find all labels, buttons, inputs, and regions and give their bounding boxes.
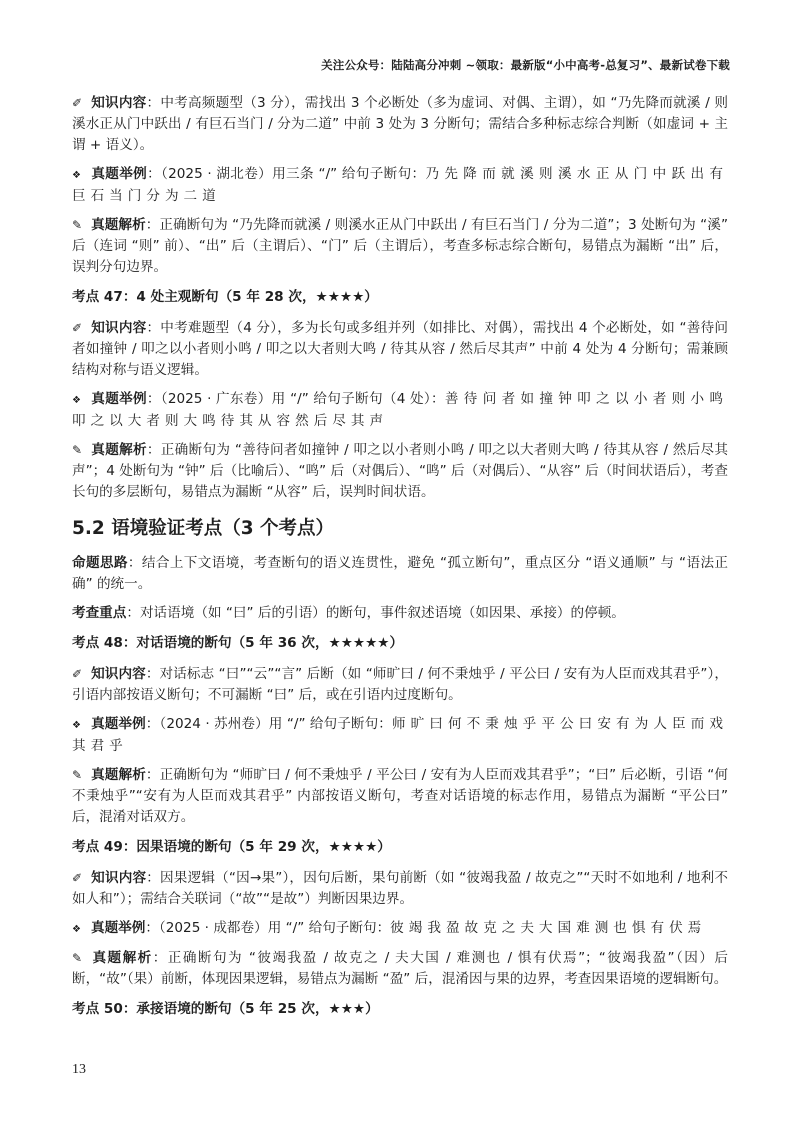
example-paragraph [72, 918, 728, 940]
knowledge-paragraph [72, 868, 728, 910]
page-header: 关注公众号：陆陆高分冲刺 ~领取：最新版“小中高考-总复习”、最新试卷下载 [321, 58, 730, 72]
analysis-paragraph [72, 215, 728, 278]
idea-label: 命题思路 [72, 555, 128, 571]
example-text: ：（2025 · 广东卷）用 “/” 给句子断句（4 处）： [146, 391, 445, 407]
example-label: 真题举例 [91, 391, 147, 407]
knowledge-label: 知识内容 [91, 666, 146, 682]
analysis-paragraph [72, 440, 728, 503]
knowledge-label: 知识内容 [91, 320, 147, 336]
example-paragraph [72, 714, 728, 757]
analysis-text: ：正确断句为 “师旷曰 / 何不秉烛乎 / 平公曰 / 安有为人臣而戏其君乎”；“曰” 后必断，引语 “何不秉烛乎”“安有为人臣而戏其君乎” 内部按语义断句，考查对话语境的标志作用，易错点为漏断 “平公曰” 后，混淆对话双方。 [72, 767, 728, 825]
knowledge-text: ：中考难题型（4 分），多为长句或多组并列（如排比、对偶），需找出 4 个必断处，如 “善待问者如撞钟 / 叩之以小者则小鸣 / 叩之以大者则大鸣 / 待其从容 / 然后尽其声” 中前 4 处为 4 分断句；需兼顾结构对称与语义逻辑。 [72, 320, 728, 378]
analysis-label: 真题解析 [91, 950, 153, 966]
pencil-icon: ✐ [72, 96, 83, 110]
knowledge-text: ：因果逻辑（“因→果”），因句后断，果句前断（如 “彼竭我盈 / 故克之”“天时不如地利 / 地利不如人和”）；需结合关联词（“故”“是故”）判断因果边界。 [72, 870, 728, 907]
pencil-icon: ✐ [72, 667, 83, 681]
keypoint-50-heading: 考点 50：承接语境的断句（5 年 25 次，★★★） [72, 1001, 379, 1017]
analysis-text: ：正确断句为 “乃先降而就溪 / 则溪水正从门中跃出 / 有巨石当门 / 分为二道”；3 处断句为 “溪” 后（连词 “则” 前）、“出” 后（主谓后）、“门” 后（主谓后），考查多标志综合断句，易错点为漏断 “出” 后，误判分句边界。 [72, 217, 728, 275]
keypoint-49-heading: 考点 49：因果语境的断句（5 年 29 次，★★★★） [72, 839, 391, 855]
analysis-paragraph [72, 765, 728, 828]
focus-text: ：对话语境（如 “曰” 后的引语）的断句，事件叙述语境（如因果、承接）的停顿。 [126, 605, 625, 621]
example-text: ：（2025 · 湖北卷）用三条 “/” 给句子断句： [147, 166, 426, 182]
example-text: ：（2025 · 成都卷）用 “/” 给句子断句： [145, 920, 391, 936]
knowledge-label: 知识内容 [91, 870, 147, 886]
keypoint-47-heading: 考点 47：4 处主观断句（5 年 28 次，★★★★） [72, 289, 378, 305]
example-passage: 善待问者如撞钟叩之以小者则小鸣叩之以大者则大鸣待其从容然后尽其声 [72, 391, 729, 429]
pen-nib-icon: ✎ [72, 443, 83, 457]
knowledge-paragraph [72, 664, 728, 706]
analysis-label: 真题解析 [91, 442, 147, 458]
page-number: 13 [72, 1062, 86, 1077]
analysis-label: 真题解析 [91, 767, 146, 783]
example-label: 真题举例 [91, 166, 148, 182]
analysis-text: ：正确断句为 “善待问者如撞钟 / 叩之以小者则小鸣 / 叩之以大者则大鸣 / 待其从容 / 然后尽其声”；4 处断句为 “钟” 后（比喻后）、“鸣” 后（对偶后）、“鸣” 后（对偶后）、“从容” 后（时间状语后），考查长句的多层断句，易错点为漏断 “从容” 后，误判时间状语。 [72, 442, 729, 500]
analysis-paragraph [72, 948, 728, 990]
example-label: 真题举例 [91, 716, 146, 732]
focus-paragraph [72, 603, 728, 624]
pencil-icon: ✐ [72, 871, 83, 885]
example-paragraph [72, 389, 728, 432]
example-passage: 乃先降而就溪则溪水正从门中跃出有巨石当门分为二道 [72, 166, 728, 204]
example-paragraph [72, 164, 728, 207]
pen-nib-icon: ✎ [72, 768, 83, 782]
analysis-text: ：正确断句为 “彼竭我盈 / 故克之 / 夫大国 / 难测也 / 惧有伏焉”；“彼竭我盈”（因）后断，“故”（果）前断，体现因果逻辑，易错点为漏断 “盈” 后，混淆因与果的边界，考查因果语境的逻辑断句。 [72, 950, 729, 987]
diamond-bullet-icon: ❖ [72, 170, 81, 181]
knowledge-paragraph [72, 93, 728, 156]
diamond-bullet-icon: ❖ [72, 720, 81, 731]
section-5-2-heading: 5.2 语境验证考点（3 个考点） [72, 518, 335, 539]
example-passage: 师旷曰何不秉烛乎平公曰安有为人臣而戏其君乎 [72, 716, 728, 754]
example-passage: 彼竭我盈故克之夫大国难测也惧有伏焉 [390, 920, 707, 936]
idea-paragraph [72, 553, 728, 595]
analysis-label: 真题解析 [91, 217, 146, 233]
idea-text: ：结合上下文语境，考查断句的语义连贯性，避免 “孤立断句”，重点区分 “语义通顺” 与 “语法正确” 的统一。 [72, 555, 729, 592]
pen-nib-icon: ✎ [72, 218, 83, 232]
focus-label: 考查重点 [72, 605, 127, 621]
knowledge-paragraph [72, 318, 728, 381]
diamond-bullet-icon: ❖ [72, 395, 81, 406]
diamond-bullet-icon: ❖ [72, 924, 81, 935]
keypoint-48-heading: 考点 48：对话语境的断句（5 年 36 次，★★★★★） [72, 635, 404, 651]
pencil-icon: ✐ [72, 321, 83, 335]
knowledge-text: ：中考高频题型（3 分），需找出 3 个必断处（多为虚词、对偶、主谓），如 “乃先降而就溪 / 则溪水正从门中跃出 / 有巨石当门 / 分为二道” 中前 3 处为 3 分断句；需结合多种标志综合判断（如虚词 + 主谓 + 语义）。 [72, 95, 728, 153]
page-content [72, 93, 728, 1030]
pen-nib-icon: ✎ [72, 951, 83, 965]
knowledge-label: 知识内容 [91, 95, 147, 111]
example-label: 真题举例 [91, 920, 146, 936]
knowledge-text: ：对话标志 “曰”“云”“言” 后断（如 “师旷曰 / 何不秉烛乎 / 平公曰 / 安有为人臣而戏其君乎”），引语内部按语义断句；不可漏断 “曰” 后，或在引语内过度断句。 [72, 666, 729, 703]
example-text: ：（2024 · 苏州卷）用 “/” 给句子断句： [145, 716, 392, 732]
